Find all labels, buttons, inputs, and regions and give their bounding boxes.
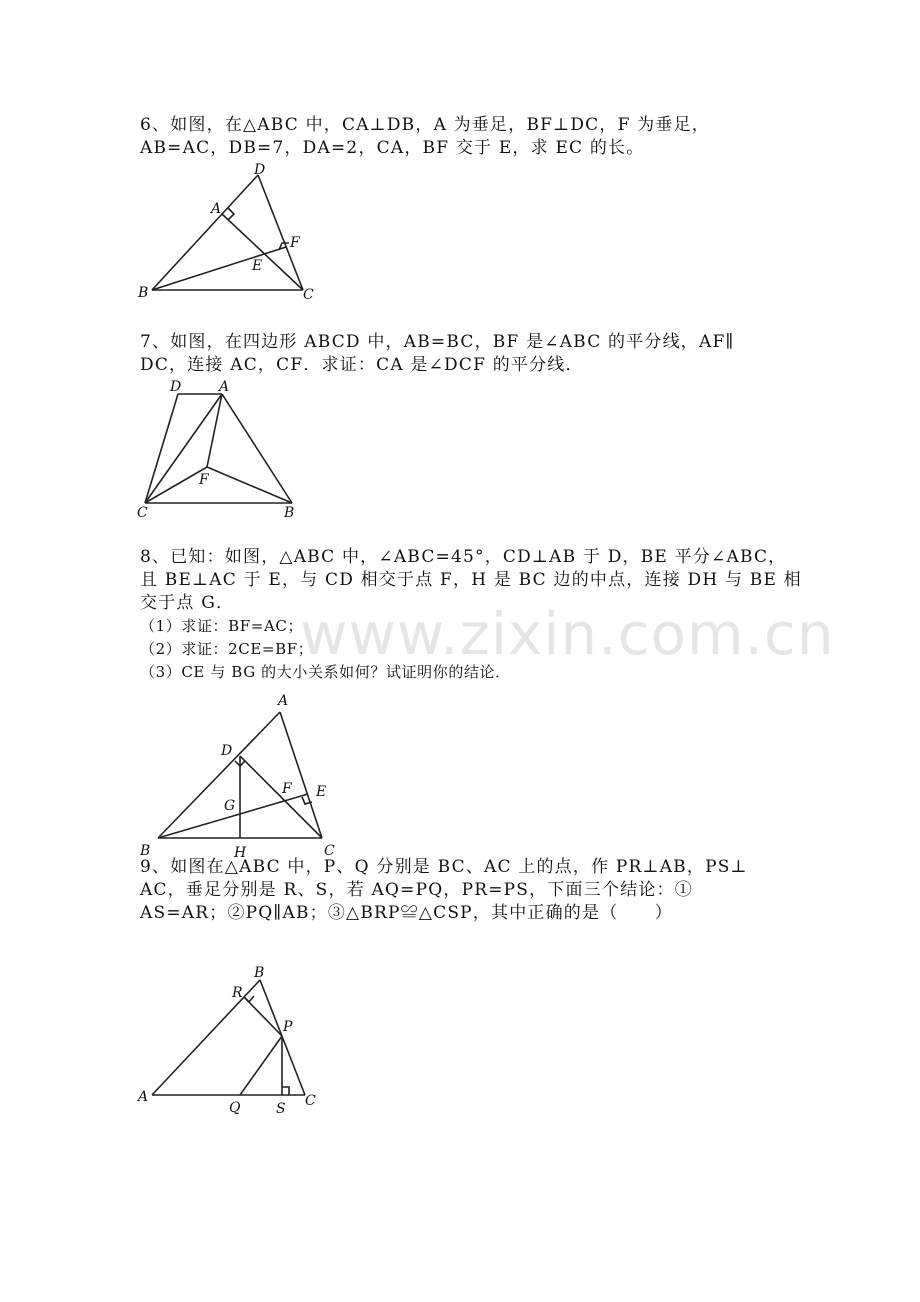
- label-B: B: [284, 505, 295, 521]
- problem-line: AC，垂足分别是 R、S，若 AQ=PQ，PR=PS，下面三个结论：①: [140, 880, 693, 900]
- label-G: G: [224, 798, 236, 814]
- label-C: C: [137, 505, 148, 521]
- label-C: C: [303, 287, 314, 303]
- label-A: A: [278, 693, 289, 709]
- problem-line: 9、如图在△ABC 中，P、Q 分别是 BC、AC 上的点，作 PR⊥AB，PS⊥: [140, 857, 748, 877]
- segment-PQ: [240, 1036, 282, 1095]
- watermark: www.zixin.com.cn: [300, 600, 835, 668]
- label-C: C: [324, 843, 335, 859]
- sub-question-3: （3）CE 与 BG 的大小关系如何？试证明你的结论．: [140, 663, 511, 681]
- label-R: R: [232, 985, 243, 1001]
- label-A: A: [211, 201, 222, 217]
- sub-question-2: （2）求证：2CE=BF；: [140, 640, 314, 658]
- label-D: D: [170, 379, 182, 395]
- label-F: F: [282, 781, 292, 797]
- label-B: B: [254, 965, 265, 981]
- label-C: C: [305, 1093, 316, 1109]
- problem-line: DC，连接 AC，CF．求证：CA 是∠DCF 的平分线．: [140, 355, 584, 375]
- problem-line: 且 BE⊥AC 于 E，与 CD 相交于点 F，H 是 BC 边的中点，连接 DH 与 BE 相: [140, 570, 802, 590]
- sub-question-1: （1）求证：BF=AC；: [140, 617, 304, 635]
- problem-line: AS=AR；②PQ∥AB；③△BRP≌△CSP，其中正确的是（ ）: [140, 903, 674, 923]
- label-D: D: [221, 743, 233, 759]
- label-B: B: [138, 285, 149, 301]
- label-P: P: [283, 1019, 293, 1035]
- problem-line: 6、如图，在△ABC 中，CA⊥DB，A 为垂足，BF⊥DC，F 为垂足，: [140, 115, 710, 135]
- problem-line: AB=AC，DB=7，DA=2，CA，BF 交于 E，求 EC 的长。: [140, 138, 645, 158]
- segment-RP: [244, 997, 282, 1036]
- right-angle-R: [244, 996, 254, 1002]
- label-F: F: [199, 472, 209, 488]
- right-angle-S: [282, 1087, 289, 1095]
- label-Q: Q: [229, 1100, 241, 1116]
- label-B: B: [140, 843, 151, 859]
- label-E: E: [316, 784, 327, 800]
- label-A: A: [219, 379, 230, 395]
- problem-line: 交于点 G．: [140, 593, 235, 613]
- problem-line: 8、已知：如图，△ABC 中，∠ABC=45°，CD⊥AB 于 D，BE 平分∠ABC，: [140, 547, 787, 567]
- problem-line: 7、如图，在四边形 ABCD 中，AB=BC，BF 是∠ABC 的平分线，AF∥: [140, 332, 735, 352]
- label-S: S: [276, 1101, 286, 1117]
- label-F: F: [290, 235, 300, 251]
- label-D: D: [254, 162, 266, 178]
- label-E: E: [252, 258, 263, 274]
- label-A: A: [138, 1089, 149, 1105]
- label-H: H: [234, 845, 247, 861]
